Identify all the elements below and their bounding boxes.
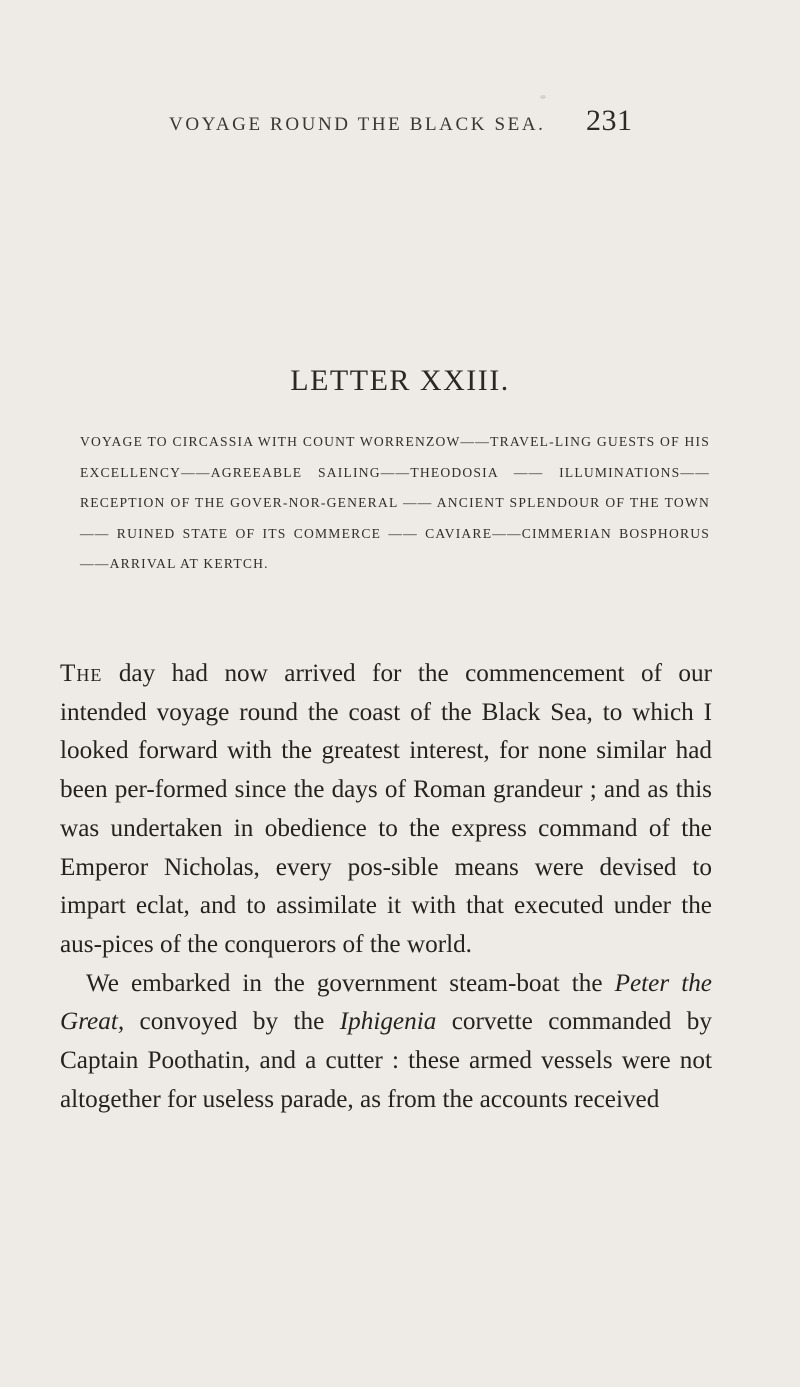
paragraph-2-text-c: corvette commanded by Captain Poothatin, and a cutter : these armed vessels were not altogether for useless parade, as from the accounts received (60, 1008, 712, 1113)
paragraph-1 (60, 655, 712, 965)
paper-smudge (540, 95, 546, 99)
paragraph-2-text-a: We embarked in the government steam-boat the (86, 969, 615, 997)
ship-name-iphigenia: Iphigenia (339, 1008, 437, 1036)
paragraph-1-text: day had now arrived for the commencement of our intended voyage round the coast of the Black Sea, to which I looked forward with the greatest interest, for none similar had been per-formed since the days of Roman grandeur ; and as this was undertaken in obedience to the express command of the Emperor Nicholas, every pos-sible means were devised to impart eclat, and to assimilate it with that executed under the aus-pices of the conquerors of the world. (60, 660, 712, 958)
letter-title: LETTER XXIII. (290, 364, 510, 397)
paragraph-lead-word: The (60, 660, 103, 687)
body-text (60, 655, 712, 1119)
page-number: 231 (586, 104, 633, 137)
running-title: VOYAGE ROUND THE BLACK SEA. (169, 114, 546, 135)
ship-name-peter-the-great: Peter the Great, (60, 969, 712, 1036)
paragraph-2 (60, 965, 712, 1120)
chapter-synopsis: VOYAGE TO CIRCASSIA WITH COUNT WORRENZOW——TRAVEL-LING GUESTS OF HIS EXCELLENCY——AGREEABLE SAILING——THEODOSIA —— ILLUMINATIONS——RECEPTION OF THE GOVER-NOR-GENERAL —— ANCIENT SPLENDOUR OF THE TOWN —— RUINED STATE OF ITS COMMERCE —— CAVIARE——CIMMERIAN BOSPHORUS——ARRIVAL AT KERTCH. (80, 434, 710, 572)
paragraph-2-text-b: convoyed by the (124, 1008, 340, 1036)
running-head (0, 104, 800, 144)
